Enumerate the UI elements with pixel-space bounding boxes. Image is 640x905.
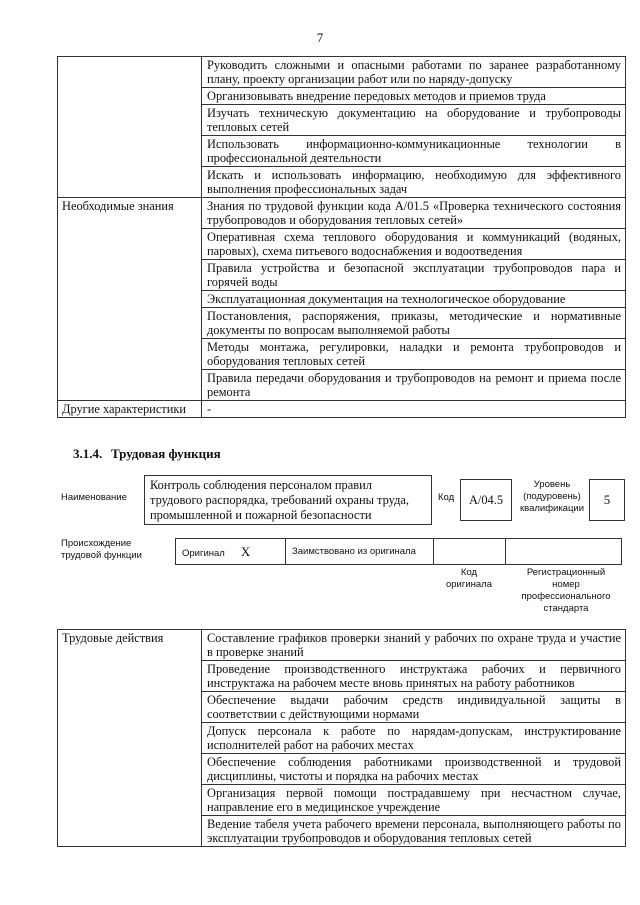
origin-table [175,538,622,565]
name-label: Наименование [61,492,127,503]
function-code-value: А/04.5 [460,479,512,521]
list-item: - [202,401,626,418]
list-item: Постановления, распоряжения, приказы, методические и нормативные документы по вопросам выполняемой работы [202,308,626,339]
page-number: 7 [316,30,324,45]
list-item: Знания по трудовой функции кода А/01.5 «Проверка технического состояния трубопроводов и оборудования тепловых сетей» [202,198,626,229]
list-item: Ведение табеля учета рабочего времени персонала, выполняющего работы по эксплуатации трубопроводов и оборудования тепловых сетей [202,816,626,847]
skills-knowledge-table [57,56,626,418]
origin-label: Происхождение трудовой функции [61,538,142,561]
original-mark: X [240,543,251,559]
level-value: 5 [589,479,625,521]
list-item: Оперативная схема теплового оборудования и коммуникаций (водяных, паровых), схема питьевого водоснабжения и водоотведения [202,229,626,260]
table-row [58,198,626,229]
list-item: Правила устройства и безопасной эксплуатации трубопроводов пара и горячей воды [202,260,626,291]
list-item: Методы монтажа, регулировки, наладки и ремонта трубопроводов и оборудования тепловых сетей [202,339,626,370]
function-name-value: Контроль соблюдения персоналом правил трудового распорядка, требований охраны труда, промышленной и пожарной безопасности [144,475,432,525]
registration-number-cell [506,539,622,565]
list-item: Руководить сложными и опасными работами по заранее разработанному плану, проекту организации работ или по наряду-допуску [202,57,626,88]
section-title: Трудовая функция [111,446,221,461]
list-item: Обеспечение соблюдения работниками производственной и трудовой дисциплины, чистоты и порядка на рабочих местах [202,754,626,785]
list-item: Правила передачи оборудования и трубопроводов на ремонт и приема после ремонта [202,370,626,401]
list-item: Искать и использовать информацию, необходимую для эффективного выполнения профессиональных задач [202,167,626,198]
row-label-other: Другие характеристики [58,401,202,418]
original-code-cell [434,539,506,565]
level-label: Уровень (подуровень) квалификации [519,479,585,514]
function-header [57,475,625,525]
row-label-actions: Трудовые действия [58,630,202,847]
row-label [58,57,202,198]
original-label: Оригинал [182,547,225,559]
list-item: Проведение производственного инструктажа рабочих и первичного инструктажа на рабочем месте вновь принятых на работу работников [202,661,626,692]
table-row [176,539,622,565]
borrowed-cell: Заимствовано из оригинала [286,539,434,565]
table-row [58,401,626,418]
list-item: Организовывать внедрение передовых методов и приемов труда [202,88,626,105]
code-label: Код [438,492,455,503]
section-heading [73,446,221,462]
list-item: Использовать информационно-коммуникационные технологии в профессиональной деятельности [202,136,626,167]
code-caption: Код оригинала [445,567,492,590]
registration-caption: Регистрационный номер профессионального стандарта [521,567,611,614]
labor-actions-table [57,629,626,847]
list-item: Изучать техническую документацию на оборудование и трубопроводы тепловых сетей [202,105,626,136]
table-row [58,57,626,88]
list-item: Эксплуатационная документация на технологическое оборудование [202,291,626,308]
table-row [58,630,626,661]
list-item: Допуск персонала к работе по нарядам-допускам, инструктирование исполнителей работ на рабочих местах [202,723,626,754]
list-item: Обеспечение выдачи рабочим средств индивидуальной защиты в соответствии с действующими нормами [202,692,626,723]
original-cell [176,539,286,565]
list-item: Организация первой помощи пострадавшему при несчастном случае, направление его в медицинское учреждение [202,785,626,816]
section-number: 3.1.4. [73,446,103,461]
row-label-knowledge: Необходимые знания [58,198,202,401]
list-item: Составление графиков проверки знаний у рабочих по охране труда и участие в проверке знаний [202,630,626,661]
